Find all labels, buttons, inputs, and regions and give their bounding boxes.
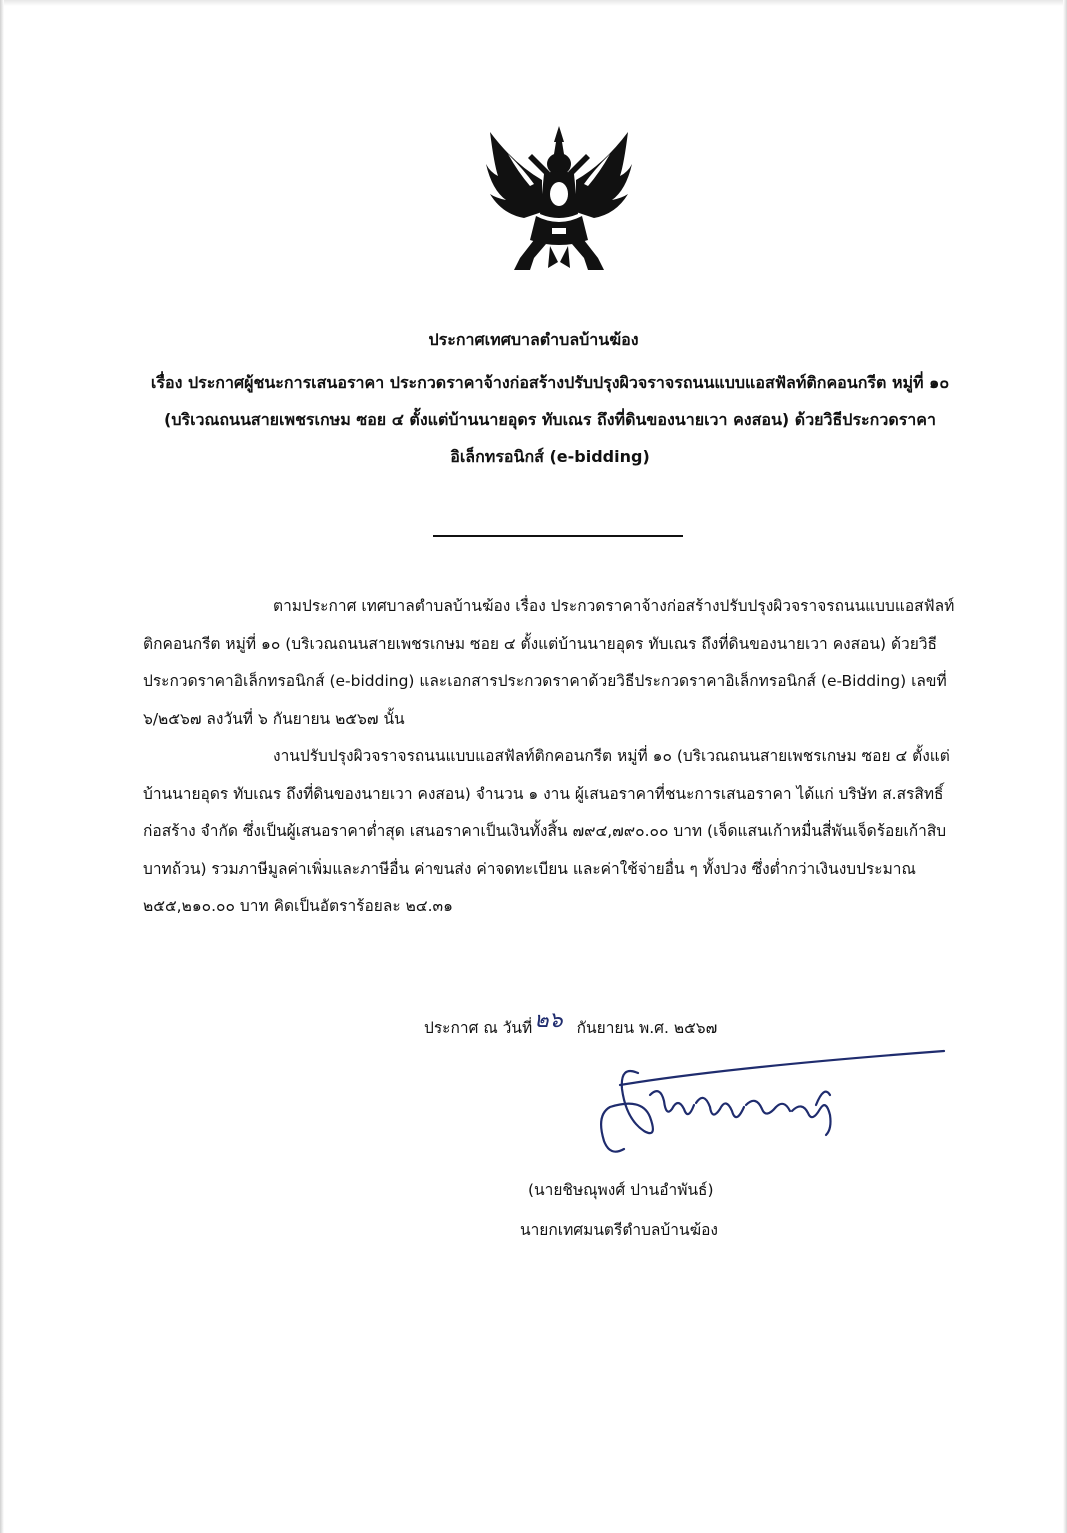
document-subject: เรื่อง ประกาศผู้ชนะการเสนอราคา ประกวดราคาจ้างก่อสร้างปรับปรุงผิวจราจรถนนแบบแอสฟัลท์ติกคอนกรีต หมู่ที่ ๑๐ (บริเวณถนนสายเพชรเกษม ซอย ๔ ตั้งแต่บ้านนายอุดร ทับเณร ถึงที่ดินของนายเวา คงสอน) ด้วยวิธีประกวดราคาอิเล็กทรอนิกส์ (e-bidding) bbox=[150, 373, 950, 466]
signer-title: นายกเทศมนตรีตำบลบ้านฆ้อง bbox=[520, 1221, 718, 1239]
announce-month-year: กันยายน พ.ศ. ๒๕๖๗ bbox=[576, 1019, 718, 1037]
signer-name: (นายชิษณุพงศ์ ปานอำพันธ์) bbox=[528, 1181, 714, 1199]
document-title: ประกาศเทศบาลตำบลบ้านฆ้อง bbox=[428, 330, 639, 349]
body-paragraph-award: งานปรับปรุงผิวจราจรถนนแบบแอสฟัลท์ติกคอนกรีต หมู่ที่ ๑๐ (บริเวณถนนสายเพชรเกษม ซอย ๔ ตั้งแต่บ้านนายอุดร ทับเณร ถึงที่ดินของนายเวา คงสอน) จำนวน ๑ งาน ผู้เสนอราคาที่ชนะการเสนอราคา ได้แก่ บริษัท ส.สรสิทธิ์ ก่อสร้าง จำกัด ซึ่งเป็นผู้เสนอราคาต่ำสุด เสนอราคาเป็นเงินทั้งสิ้น ๗๙๔,๗๙๐.๐๐ บาท (เจ็ดแสนเก้าหมื่นสี่พันเจ็ดร้อยเก้าสิบบาทถ้วน) รวมภาษีมูลค่าเพิ่มและภาษีอื่น ค่าขนส่ง ค่าจดทะเบียน และค่าใช้จ่ายอื่น ๆ ทั้งปวง ซึ่งต่ำกว่าเงินงบประมาณ ๒๕๕,๒๑๐.๐๐ บาท คิดเป็นอัตราร้อยละ ๒๔.๓๑ bbox=[143, 747, 950, 915]
announce-prefix: ประกาศ ณ วันที่ bbox=[424, 1019, 533, 1037]
handwritten-signature bbox=[580, 1045, 950, 1185]
page-edge-top bbox=[0, 0, 1067, 6]
page-edge-left bbox=[0, 0, 4, 1533]
page-edge-right bbox=[1063, 0, 1067, 1533]
announcement-date bbox=[424, 1008, 718, 1043]
heading-divider bbox=[433, 535, 683, 537]
body-paragraph-reference: ตามประกาศ เทศบาลตำบลบ้านฆ้อง เรื่อง ประกวดราคาจ้างก่อสร้างปรับปรุงผิวจราจรถนนแบบแอสฟัลท์ติกคอนกรีต หมู่ที่ ๑๐ (บริเวณถนนสายเพชรเกษม ซอย ๔ ตั้งแต่บ้านนายอุดร ทับเณร ถึงที่ดินของนายเวา คงสอน) ด้วยวิธีประกวดราคาอิเล็กทรอนิกส์ (e-bidding) และเอกสารประกวดราคาด้วยวิธีประกวดราคาอิเล็กทรอนิกส์ (e-Bidding) เลขที่ ๖/๒๕๖๗ ลงวันที่ ๖ กันยายน ๒๕๖๗ นั้น bbox=[143, 597, 955, 728]
garuda-emblem-icon bbox=[484, 124, 634, 272]
handwritten-day: ๒๖ bbox=[534, 1008, 563, 1033]
